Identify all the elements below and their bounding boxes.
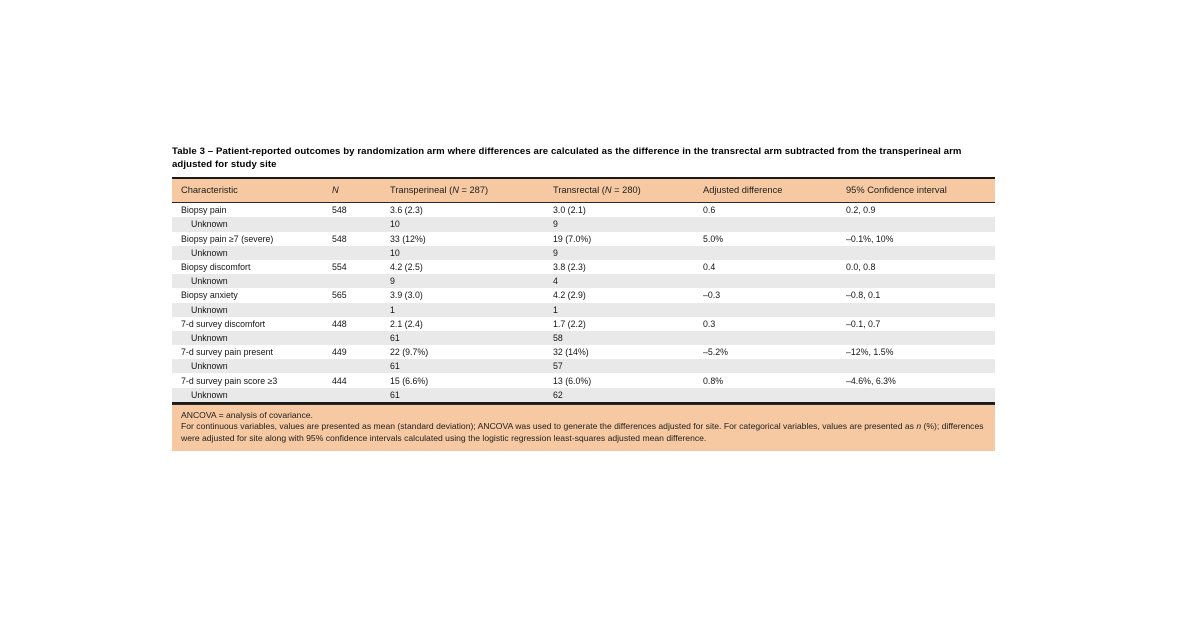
column-header-transperineal bbox=[390, 179, 553, 203]
cell-transperineal: 61 bbox=[390, 389, 400, 400]
table-row bbox=[172, 288, 995, 302]
column-header-adjusted-difference: Adjusted difference bbox=[703, 179, 846, 203]
cell-transrectal: 3.0 (2.1) bbox=[553, 205, 586, 216]
cell-n: 449 bbox=[332, 347, 347, 358]
cell-adjusted_difference bbox=[703, 331, 846, 345]
cell-adjusted_difference: 0.8% bbox=[703, 375, 724, 386]
table-row bbox=[172, 217, 995, 231]
table-body bbox=[172, 203, 995, 402]
cell-n: 548 bbox=[332, 233, 347, 244]
cell-transperineal: 15 (6.6%) bbox=[390, 375, 429, 386]
footnote-note: For continuous variables, values are presented as mean (standard deviation); ANCOVA was used to generate the differences adjusted for site. For categorical variables, values are presented as n (%); differences were adjusted for site along with 95% confidence intervals calculated using the logistic regression least-squares adjusted mean difference. bbox=[181, 421, 984, 443]
cell-adjusted_difference: –5.2% bbox=[703, 347, 728, 358]
table-row bbox=[172, 359, 995, 373]
table-footnote bbox=[172, 404, 995, 451]
cell-confidence_interval bbox=[846, 359, 995, 373]
cell-confidence_interval bbox=[846, 274, 995, 288]
column-header-n-text: N bbox=[332, 185, 339, 196]
cell-characteristic: Unknown bbox=[191, 304, 228, 315]
cell-transperineal: 1 bbox=[390, 304, 395, 315]
cell-characteristic: Unknown bbox=[191, 276, 228, 287]
cell-confidence_interval: –12%, 1.5% bbox=[846, 347, 894, 358]
cell-characteristic: 7-d survey pain score ≥3 bbox=[181, 375, 278, 386]
table-row bbox=[172, 331, 995, 345]
cell-transrectal: 32 (14%) bbox=[553, 347, 589, 358]
cell-transrectal: 9 bbox=[553, 219, 558, 230]
table-row bbox=[172, 303, 995, 317]
cell-confidence_interval: 0.2, 0.9 bbox=[846, 205, 876, 216]
column-header-transrectal-text: Transrectal (N = 280) bbox=[553, 185, 641, 196]
cell-confidence_interval: –0.8, 0.1 bbox=[846, 290, 881, 301]
cell-transperineal: 3.6 (2.3) bbox=[390, 205, 423, 216]
cell-n bbox=[332, 217, 390, 231]
cell-transrectal: 4.2 (2.9) bbox=[553, 290, 586, 301]
column-header-characteristic: Characteristic bbox=[172, 179, 332, 203]
cell-transrectal: 19 (7.0%) bbox=[553, 233, 592, 244]
cell-n: 554 bbox=[332, 262, 347, 273]
cell-adjusted_difference bbox=[703, 303, 846, 317]
cell-adjusted_difference: 0.4 bbox=[703, 262, 716, 273]
cell-n bbox=[332, 274, 390, 288]
cell-adjusted_difference bbox=[703, 388, 846, 402]
cell-characteristic: Unknown bbox=[191, 389, 228, 400]
cell-confidence_interval bbox=[846, 331, 995, 345]
cell-characteristic: Unknown bbox=[191, 361, 228, 372]
cell-transrectal: 57 bbox=[553, 361, 563, 372]
cell-transrectal: 62 bbox=[553, 389, 563, 400]
cell-confidence_interval bbox=[846, 303, 995, 317]
cell-transperineal: 3.9 (3.0) bbox=[390, 290, 423, 301]
table-row bbox=[172, 203, 995, 218]
cell-transperineal: 22 (9.7%) bbox=[390, 347, 429, 358]
table-row bbox=[172, 232, 995, 246]
table-row bbox=[172, 274, 995, 288]
cell-transperineal: 10 bbox=[390, 247, 400, 258]
table-row bbox=[172, 317, 995, 331]
cell-confidence_interval: –0.1%, 10% bbox=[846, 233, 894, 244]
table-header bbox=[172, 179, 995, 203]
cell-transrectal: 9 bbox=[553, 247, 558, 258]
cell-n: 565 bbox=[332, 290, 347, 301]
cell-adjusted_difference: 0.6 bbox=[703, 205, 716, 216]
column-header-transrectal bbox=[553, 179, 703, 203]
column-header-n bbox=[332, 179, 390, 203]
cell-adjusted_difference bbox=[703, 359, 846, 373]
cell-transrectal: 3.8 (2.3) bbox=[553, 262, 586, 273]
patient-reported-outcomes-table bbox=[172, 179, 995, 402]
table-row bbox=[172, 345, 995, 359]
cell-transperineal: 33 (12%) bbox=[390, 233, 426, 244]
table-row bbox=[172, 260, 995, 274]
cell-transperineal: 61 bbox=[390, 361, 400, 372]
cell-confidence_interval bbox=[846, 388, 995, 402]
cell-confidence_interval: –0.1, 0.7 bbox=[846, 318, 881, 329]
cell-characteristic: Unknown bbox=[191, 247, 228, 258]
cell-confidence_interval bbox=[846, 217, 995, 231]
table-figure bbox=[172, 146, 995, 451]
cell-characteristic: 7-d survey discomfort bbox=[181, 318, 266, 329]
cell-characteristic: 7-d survey pain present bbox=[181, 347, 273, 358]
table-row bbox=[172, 373, 995, 387]
cell-n: 548 bbox=[332, 205, 347, 216]
cell-n: 444 bbox=[332, 375, 347, 386]
cell-characteristic: Unknown bbox=[191, 219, 228, 230]
cell-n bbox=[332, 388, 390, 402]
cell-transperineal: 9 bbox=[390, 276, 395, 287]
cell-characteristic: Biopsy anxiety bbox=[181, 290, 238, 301]
table-row bbox=[172, 388, 995, 402]
cell-transrectal: 13 (6.0%) bbox=[553, 375, 592, 386]
cell-adjusted_difference: 5.0% bbox=[703, 233, 724, 244]
cell-n bbox=[332, 359, 390, 373]
table-frame bbox=[172, 177, 995, 404]
cell-transrectal: 4 bbox=[553, 276, 558, 287]
cell-adjusted_difference bbox=[703, 274, 846, 288]
footnote-abbreviation: ANCOVA = analysis of covariance. bbox=[181, 409, 313, 420]
cell-confidence_interval: 0.0, 0.8 bbox=[846, 262, 876, 273]
cell-confidence_interval bbox=[846, 246, 995, 260]
cell-transperineal: 4.2 (2.5) bbox=[390, 262, 423, 273]
cell-n bbox=[332, 246, 390, 260]
cell-characteristic: Biopsy discomfort bbox=[181, 262, 251, 273]
cell-characteristic: Biopsy pain bbox=[181, 205, 227, 216]
cell-characteristic: Biopsy pain ≥7 (severe) bbox=[181, 233, 274, 244]
cell-transrectal: 1 bbox=[553, 304, 558, 315]
table-caption: Table 3 – Patient-reported outcomes by randomization arm where differences are calculated as the difference in the transrectal arm subtracted from the transperineal arm adjusted for study site bbox=[172, 146, 962, 170]
column-header-confidence-interval: 95% Confidence interval bbox=[846, 179, 995, 203]
cell-transperineal: 10 bbox=[390, 219, 400, 230]
cell-adjusted_difference: –0.3 bbox=[703, 290, 721, 301]
cell-transperineal: 61 bbox=[390, 332, 400, 343]
cell-adjusted_difference bbox=[703, 246, 846, 260]
cell-confidence_interval: –4.6%, 6.3% bbox=[846, 375, 896, 386]
cell-n bbox=[332, 331, 390, 345]
cell-n: 448 bbox=[332, 318, 347, 329]
cell-characteristic: Unknown bbox=[191, 332, 228, 343]
column-header-transperineal-text: Transperineal (N = 287) bbox=[390, 185, 489, 196]
cell-transrectal: 58 bbox=[553, 332, 563, 343]
table-row bbox=[172, 246, 995, 260]
cell-adjusted_difference: 0.3 bbox=[703, 318, 716, 329]
cell-transrectal: 1.7 (2.2) bbox=[553, 318, 586, 329]
cell-n bbox=[332, 303, 390, 317]
cell-transperineal: 2.1 (2.4) bbox=[390, 318, 423, 329]
cell-adjusted_difference bbox=[703, 217, 846, 231]
table-header-row bbox=[172, 179, 995, 203]
